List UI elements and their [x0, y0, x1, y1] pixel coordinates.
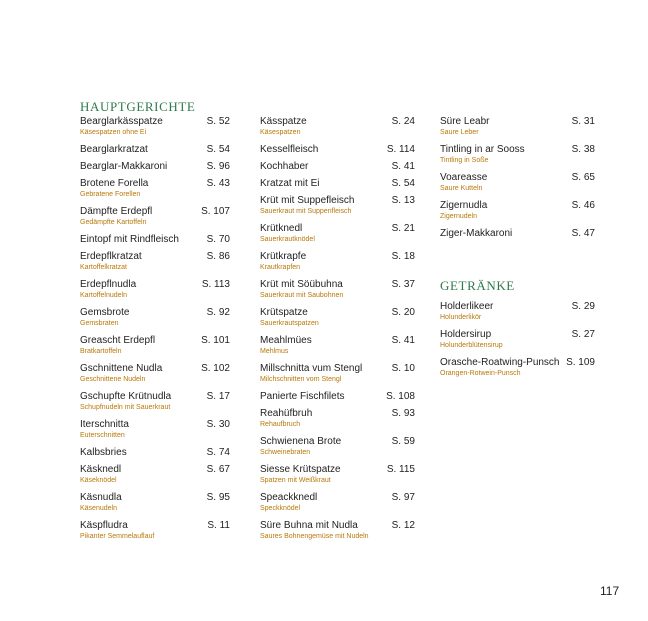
entry-translation: Holunderblütensirup: [440, 342, 503, 349]
entry-name: Ziger-Makkaroni: [440, 228, 513, 239]
entry-page-ref: S. 11: [207, 520, 230, 531]
entry-page-ref: S. 86: [206, 251, 230, 262]
index-entry: [80, 206, 230, 234]
index-entry: [80, 178, 230, 206]
entry-name: Krütkrapfe: [260, 251, 307, 262]
entry-translation: Sauerkrautknödel: [260, 236, 315, 243]
entry-translation: Schweinebraten: [260, 449, 311, 456]
entry-translation: Mehlmus: [260, 348, 289, 355]
index-entry: [440, 116, 595, 144]
entry-page-ref: S. 95: [206, 492, 230, 503]
entry-translation: Orangen-Rotwein-Punsch: [440, 370, 521, 377]
entry-name: Krüt mit Söübuhna: [260, 279, 343, 290]
entry-page-ref: S. 109: [566, 357, 595, 368]
index-entry: [440, 172, 595, 200]
index-entry: [260, 363, 415, 391]
entry-page-ref: S. 37: [391, 279, 415, 290]
index-entry: [260, 391, 415, 408]
index-entry: [80, 234, 230, 251]
index-entry: [80, 363, 230, 391]
page-number: 117: [600, 584, 620, 598]
entry-translation: Käsespatzen: [260, 129, 301, 136]
index-entry: [260, 492, 415, 520]
index-entry: [80, 161, 230, 178]
entry-name: Orasche-Roatwing-Punsch: [440, 357, 560, 368]
entry-name: Dämpfte Erdepfl: [80, 206, 153, 217]
entry-name: Schwienena Brote: [260, 436, 342, 447]
entry-page-ref: S. 43: [206, 178, 230, 189]
entry-page-ref: S. 27: [571, 329, 595, 340]
entry-translation: Gedämpfte Kartoffeln: [80, 219, 147, 226]
entry-page-ref: S. 54: [391, 178, 415, 189]
entry-page-ref: S. 70: [206, 234, 230, 245]
entry-translation: Gebratene Forellen: [80, 191, 141, 198]
entry-translation: Speckknödel: [260, 505, 301, 512]
entry-page-ref: S. 31: [571, 116, 595, 127]
index-entry: [80, 335, 230, 363]
entry-page-ref: S. 18: [391, 251, 415, 262]
entry-page-ref: S. 93: [391, 408, 415, 419]
index-entry: [80, 492, 230, 520]
entry-name: Millschnitta vum Stengl: [260, 363, 363, 374]
entry-translation: Bratkartoffeln: [80, 348, 122, 355]
index-entry: [260, 464, 415, 492]
entry-name: Bearglar-Makkaroni: [80, 161, 168, 172]
entry-name: Holderlikeer: [440, 301, 494, 312]
index-entry: [260, 436, 415, 464]
index-entry: [80, 520, 230, 548]
index-entry: [260, 279, 415, 307]
entry-translation: Sauerkraut mit Saubohnen: [260, 292, 344, 299]
index-entry: [260, 307, 415, 335]
entry-name: Siesse Krütspatze: [260, 464, 341, 475]
entry-name: Gemsbrote: [80, 307, 130, 318]
index-entry: [80, 307, 230, 335]
entry-page-ref: S. 30: [206, 419, 230, 430]
entry-page-ref: S. 96: [206, 161, 230, 172]
entry-name: Käsnudla: [80, 492, 122, 503]
entry-translation: Rehaufbruch: [260, 421, 301, 428]
entry-page-ref: S. 59: [391, 436, 415, 447]
index-entry: [440, 200, 595, 228]
entry-name: Zigernudla: [440, 200, 488, 211]
entry-name: Süre Buhna mit Nudla: [260, 520, 358, 531]
entry-translation: Gemsbraten: [80, 320, 119, 327]
index-entry: [260, 178, 415, 195]
entry-name: Süre Leabr: [440, 116, 490, 127]
entry-translation: Saure Kutteln: [440, 185, 483, 192]
entry-name: Erdepflkratzat: [80, 251, 142, 262]
entry-translation: Sauerkrautspatzen: [260, 320, 319, 327]
entry-translation: Kartoffelnudeln: [80, 292, 127, 299]
entry-page-ref: S. 107: [201, 206, 230, 217]
entry-translation: Krautkrapfen: [260, 264, 301, 271]
column-1: [80, 98, 230, 548]
index-entry: [80, 419, 230, 447]
entry-page-ref: S. 41: [391, 161, 415, 172]
section-title-getraenke: GETRÄNKE: [440, 278, 515, 293]
entry-name: Meahlmües: [260, 335, 312, 346]
entry-name: Holdersirup: [440, 329, 492, 340]
index-entry: [440, 228, 595, 245]
entry-name: Krütspatze: [260, 307, 308, 318]
entry-translation: Käsespatzen ohne Ei: [80, 129, 147, 136]
index-entry: [260, 161, 415, 178]
index-entry: [440, 329, 595, 357]
entry-name: Kesselfleisch: [260, 144, 319, 155]
entry-name: Eintopf mit Rindfleisch: [80, 234, 179, 245]
index-entry: [80, 279, 230, 307]
entry-page-ref: S. 47: [571, 228, 595, 239]
index-entry: [80, 116, 230, 144]
index-entry: [260, 335, 415, 363]
entry-page-ref: S. 74: [206, 447, 230, 458]
entry-name: Krüt mit Suppefleisch: [260, 195, 355, 206]
entry-name: Tintling in ar Sooss: [440, 144, 525, 155]
entry-name: Bearglarkratzat: [80, 144, 148, 155]
entry-list: [440, 116, 595, 245]
index-entry: [440, 144, 595, 172]
entry-page-ref: S. 46: [571, 200, 595, 211]
index-entry: [440, 301, 595, 329]
index-entry: [80, 391, 230, 419]
entry-name: Panierte Fischfilets: [260, 391, 345, 402]
entry-translation: Käsenudeln: [80, 505, 117, 512]
entry-name: Käspfludra: [80, 520, 128, 531]
column-2: [260, 116, 415, 548]
entry-name: Brotene Forella: [80, 178, 149, 189]
index-entry: [260, 223, 415, 251]
entry-name: Erdepflnudla: [80, 279, 137, 290]
entry-name: Voareasse: [440, 172, 488, 183]
entry-page-ref: S. 21: [391, 223, 415, 234]
entry-name: Krütknedl: [260, 223, 303, 234]
entry-translation: Saure Leber: [440, 129, 479, 136]
entry-name: Kratzat mit Ei: [260, 178, 320, 189]
index-entry: [80, 447, 230, 464]
entry-page-ref: S. 38: [571, 144, 595, 155]
entry-page-ref: S. 29: [571, 301, 595, 312]
index-entry: [260, 251, 415, 279]
index-entry: [80, 464, 230, 492]
entry-page-ref: S. 102: [201, 363, 230, 374]
index-entry: [260, 408, 415, 436]
index-entry: [80, 144, 230, 161]
entry-name: Gschupfte Krütnudla: [80, 391, 172, 402]
entry-translation: Tintling in Soße: [440, 157, 489, 164]
index-entry: [260, 116, 415, 144]
entry-translation: Spatzen mit Weißkraut: [260, 477, 331, 484]
section-title-hauptgerichte: HAUPTGERICHTE: [80, 99, 196, 114]
entry-translation: Schupfnudeln mit Sauerkraut: [80, 404, 171, 411]
entry-translation: Kartoffelkratzat: [80, 264, 127, 271]
index-entry: [80, 251, 230, 279]
index-entry: [260, 195, 415, 223]
entry-name: Iterschnitta: [80, 419, 129, 430]
entry-page-ref: S. 12: [391, 520, 415, 531]
entry-name: Greascht Erdepfl: [80, 335, 156, 346]
entry-page-ref: S. 10: [391, 363, 415, 374]
entry-page-ref: S. 67: [206, 464, 230, 475]
entry-name: Kässpatze: [260, 116, 307, 127]
entry-page-ref: S. 65: [571, 172, 595, 183]
entry-page-ref: S. 17: [206, 391, 230, 402]
entry-translation: Zigernudeln: [440, 213, 477, 220]
entry-list: [440, 301, 595, 385]
entry-translation: Geschnittene Nudeln: [80, 376, 146, 383]
index-entry: [260, 520, 415, 548]
entry-page-ref: S. 115: [386, 464, 415, 475]
index-entry: [440, 357, 595, 385]
entry-name: Kalbsbries: [80, 447, 127, 458]
entry-translation: Käseknödel: [80, 477, 117, 484]
column-3: [440, 116, 595, 385]
entry-name: Speackknedl: [260, 492, 318, 503]
index-entry: [260, 144, 415, 161]
entry-page-ref: S. 24: [391, 116, 415, 127]
entry-list: [80, 116, 230, 548]
entry-translation: Milchschnitten vom Stengl: [260, 376, 342, 383]
entry-name: Kochhaber: [260, 161, 309, 172]
entry-page-ref: S. 13: [391, 195, 415, 206]
entry-page-ref: S. 20: [391, 307, 415, 318]
entry-name: Käsknedl: [80, 464, 122, 475]
entry-name: Reahüfbruh: [260, 408, 313, 419]
entry-translation: Euterschnitten: [80, 432, 125, 439]
entry-page-ref: S. 54: [206, 144, 230, 155]
entry-name: Gschnittene Nudla: [80, 363, 163, 374]
entry-page-ref: S. 101: [201, 335, 230, 346]
entry-translation: Pikanter Semmelauflauf: [80, 533, 155, 540]
entry-translation: Sauerkraut mit Suppenfleisch: [260, 208, 352, 215]
entry-page-ref: S. 113: [201, 279, 230, 290]
entry-list: [260, 116, 415, 548]
entry-translation: Holunderlikör: [440, 314, 482, 321]
entry-page-ref: S. 114: [386, 144, 415, 155]
entry-page-ref: S. 52: [206, 116, 230, 127]
entry-translation: Saures Bohnengemüse mit Nudeln: [260, 533, 369, 540]
entry-page-ref: S. 108: [386, 391, 415, 402]
entry-page-ref: S. 41: [391, 335, 415, 346]
entry-page-ref: S. 92: [206, 307, 230, 318]
entry-page-ref: S. 97: [391, 492, 415, 503]
entry-name: Bearglarkässpatze: [80, 116, 163, 127]
